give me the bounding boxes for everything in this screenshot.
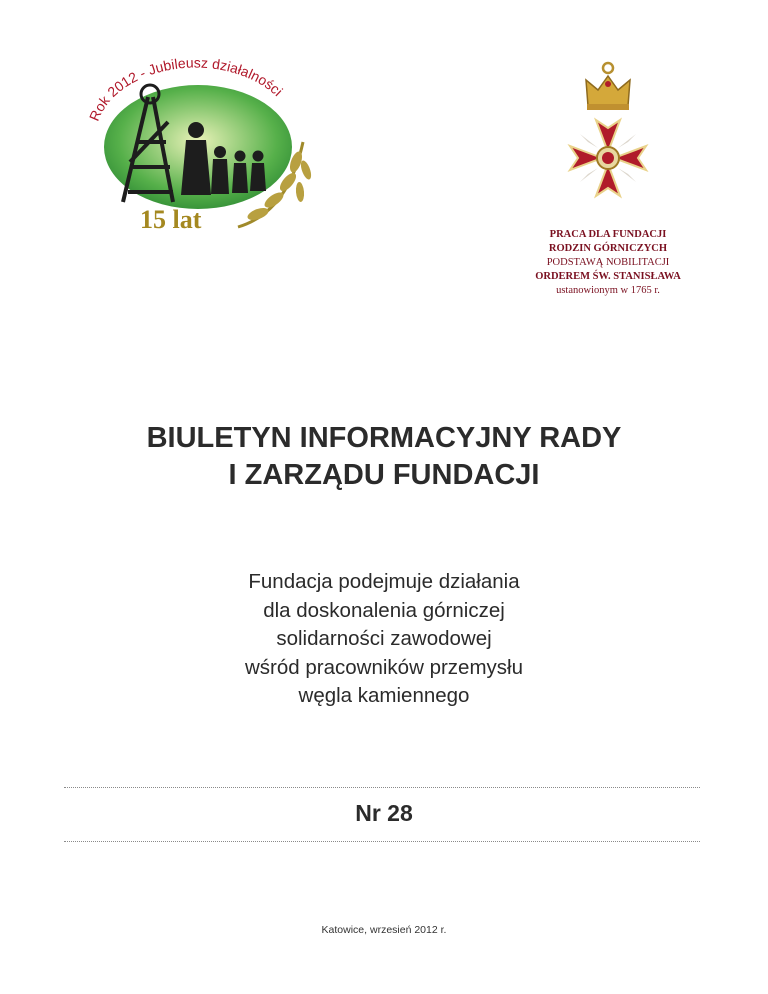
mission-line: Fundacja podejmuje działania <box>248 570 520 593</box>
order-caption-line: PRACA DLA FUNDACJI <box>549 229 667 240</box>
logo-badge: 15 lat <box>140 205 202 234</box>
order-caption-line: PODSTAWĄ NOBILITACJI <box>546 257 670 268</box>
jubilee-logo-icon <box>78 52 318 242</box>
issue-number: Nr 28 <box>355 800 413 826</box>
page-title-line: BIULETYN INFORMACYJNY RADY <box>146 422 622 454</box>
order-caption <box>478 228 738 298</box>
logo-arc-text: Rok 2012 - Jubileusz działalności <box>85 54 287 124</box>
mission-line: dla doskonalenia górniczej <box>263 598 505 622</box>
mission-line: solidarności zawodowej <box>276 627 492 650</box>
order-caption-line: ustanowionym w 1765 r. <box>556 285 660 296</box>
mission-line: wśród pracowników przemysłu <box>245 655 523 679</box>
divider <box>64 841 700 842</box>
order-caption-line: ORDEREM ŚW. STANISŁAWA <box>535 271 681 282</box>
page-title <box>0 420 768 494</box>
mission-line: węgla kamiennego <box>298 684 470 707</box>
page-title-line: I ZARZĄDU FUNDACJI <box>228 459 540 491</box>
order-caption-line: RODZIN GÓRNICZYCH <box>548 243 668 254</box>
order-of-saint-stanislaus-icon <box>558 58 664 218</box>
place-date: Katowice, wrzesień 2012 r. <box>321 924 447 936</box>
mission-statement <box>0 568 768 711</box>
divider <box>64 787 700 788</box>
